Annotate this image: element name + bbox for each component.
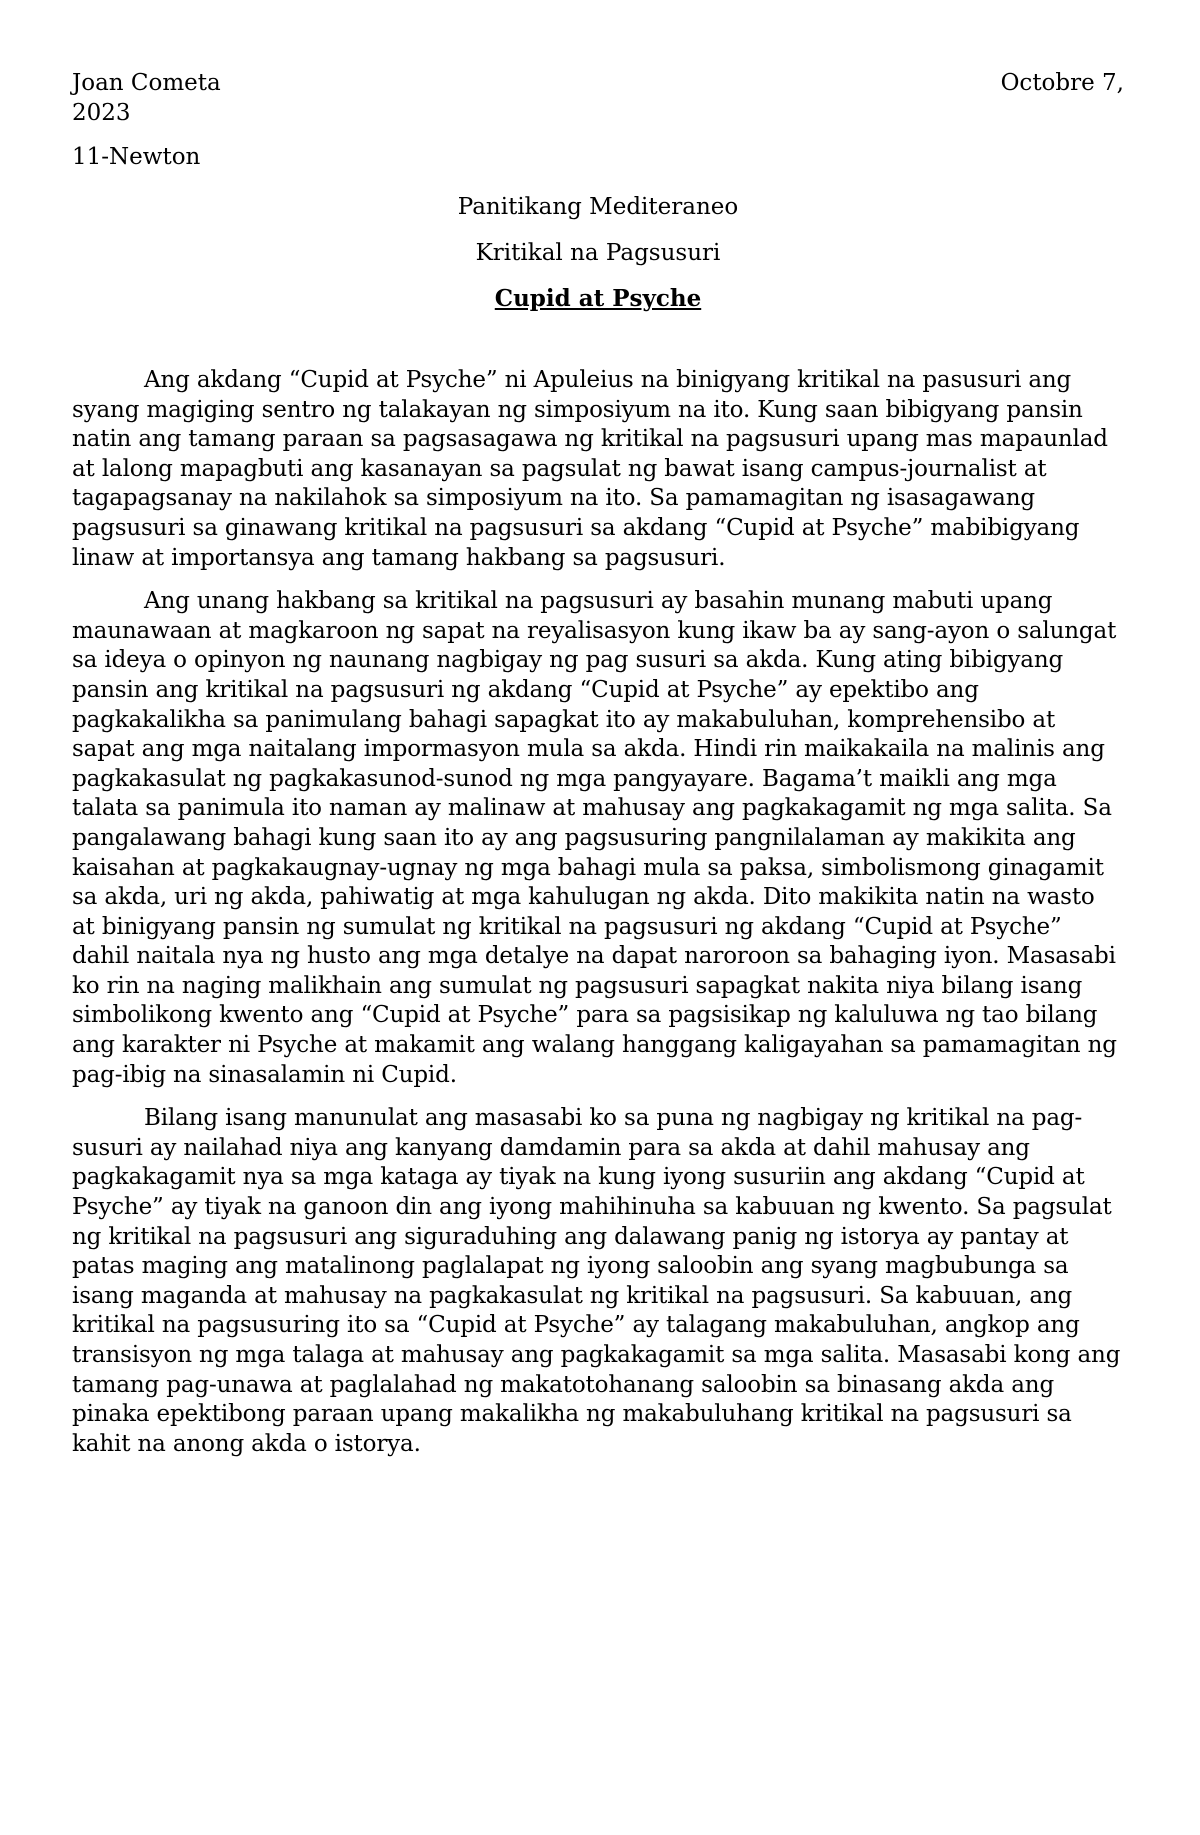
type-heading: Kritikal na Pagsusuri [475, 240, 721, 266]
paragraph-3: Bilang isang manunulat ang masasabi ko sa puna ng nagbigay ng kritikal na pag-susuri ay nailahad niya ang kanyang damdamin para sa akda at dahil mahusay ang pagkakagamit nya sa mga kataga ay tiyak na kung iyong susuriin ang akdang “Cupid at Psyche” ay tiyak na ganoon din ang iyong mahihinuha sa kabuuan ng kwento. Sa pagsulat ng kritikal na pagsusuri ang siguraduhing ang dalawang panig ng istorya ay pantay at patas maging ang matalinong paglalapat ng iyong saloobin ang syang magbubunga sa isang maganda at mahusay na pagkakasulat ng kritikal na pagsusuri. Sa kabuuan, ang kritikal na pagsusuring ito sa “Cupid at Psyche” ay talagang makabuluhan, angkop ang transisyon ng mga talaga at mahusay ang pagkakagamit sa mga salita. Masasabi kong ang tamang pag-unawa at paglalahad ng makatotohanang saloobin sa binasang akda ang pinaka epektibong paraan upang makalikha ng makabuluhang kritikal na pagsusuri sa kahit na anong akda o istorya. [72, 1105, 1121, 1457]
author-name: Joan Cometa [72, 70, 221, 96]
paragraph-2: Ang unang hakbang sa kritikal na pagsusuri ay basahin munang mabuti upang maunawaan at magkaroon ng sapat na reyalisasyon kung ikaw ba ay sang-ayon o salungat sa ideya o opinyon ng naunang nagbigay ng pag susuri sa akda. Kung ating bibigyang pansin ang kritikal na pagsusuri ng akdang “Cupid at Psyche” ay epektibo ang pagkakalikha sa panimulang bahagi sapagkat ito ay makabuluhan, komprehensibo at sapat ang mga naitalang impormasyon mula sa akda. Hindi rin maikakaila na malinis ang pagkakasulat ng pagkakasunod-sunod ng mga pangyayare. Bagama’t maikli ang mga talata sa panimula ito naman ay malinaw at mahusay ang pagkakagamit ng mga salita. Sa pangalawang bahagi kung saan ito ay ang pagsusuring pangnilalaman ay makikita ang kaisahan at pagkakaugnay-ugnay ng mga bahagi mula sa paksa, simbolismong ginagamit sa akda, uri ng akda, pahiwatig at mga kahulugan ng akda. Dito makikita natin na wasto at binigyang pansin ng sumulat ng kritikal na pagsusuri ng akdang “Cupid at Psyche” dahil naitala nya ng husto ang mga detalye na dapat naroroon sa bahaging iyon. Masasabi ko rin na naging malikhain ang sumulat ng pagsusuri sapagkat nakita niya bilang isang simbolikong kwento ang “Cupid at Psyche” para sa pagsisikap ng kaluluwa ng tao bilang ang karakter ni Psyche at makamit ang walang hanggang kaligayahan sa pamamagitan ng pag-ibig na sinasalamin ni Cupid. [72, 588, 1117, 1088]
document-title: Cupid at Psyche [494, 285, 702, 312]
header-row [72, 68, 1124, 98]
class-section: 11-Newton [72, 144, 201, 170]
document-page [72, 68, 1124, 1473]
author-block [72, 68, 1124, 128]
date-line-1: Octobre 7, [1000, 70, 1124, 96]
document-title-wrap [72, 284, 1124, 314]
subject-heading: Panitikang Mediteraneo [457, 194, 739, 220]
paragraph-1: Ang akdang “Cupid at Psyche” ni Apuleius na binigyang kritikal na pasusuri ang syang magiging sentro ng talakayan ng simposiyum na ito. Kung saan bibigyang pansin natin ang tamang paraan sa pagsasagawa ng kritikal na pagsusuri upang mas mapaunlad at lalong mapagbuti ang kasanayan sa pagsulat ng bawat isang campus-journalist at tagapagsanay na nakilahok sa simposiyum na ito. Sa pamamagitan ng isasagawang pagsusuri sa ginawang kritikal na pagsusuri sa akdang “Cupid at Psyche” mabibigyang linaw at importansya ang tamang hakbang sa pagsusuri. [72, 367, 1108, 571]
body-text [72, 366, 1124, 1459]
date-line-2: 2023 [72, 100, 131, 126]
